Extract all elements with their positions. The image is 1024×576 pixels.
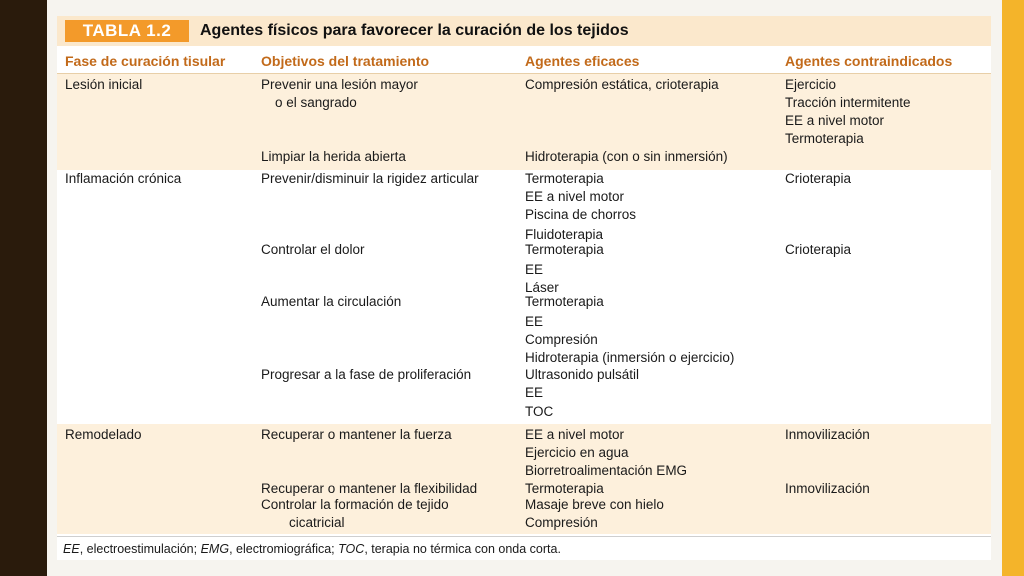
table-footnote <box>63 542 561 556</box>
effective-agent-cell: Láser <box>525 280 559 295</box>
row-group-inflammation <box>57 170 991 424</box>
effective-agent-cell: Hidroterapia (con o sin inmersión) <box>525 149 728 164</box>
effective-agent-cell: Termoterapia <box>525 242 604 257</box>
abbr-toc: TOC <box>338 542 365 556</box>
effective-agent-cell: Compresión estática, crioterapia <box>525 77 719 92</box>
table-title: Agentes físicos para favorecer la curación de los tejidos <box>200 22 629 39</box>
abbr-ee: EE <box>63 542 80 556</box>
goal-cell: Prevenir/disminuir la rigidez articular <box>261 171 479 186</box>
footnote-divider <box>57 536 991 537</box>
contraindicated-agent-cell: Crioterapia <box>785 242 852 257</box>
left-dark-border <box>0 0 47 576</box>
goal-cell: Controlar el dolor <box>261 242 365 257</box>
goal-cell: Recuperar o mantener la flexibilidad <box>261 481 478 496</box>
abbr-ee-def: , electroestimulación; <box>79 542 201 556</box>
effective-agent-cell: Masaje breve con hielo <box>525 497 664 512</box>
goal-cell: Aumentar la circulación <box>261 294 402 309</box>
goal-cell: Progresar a la fase de proliferación <box>261 367 472 382</box>
effective-agent-cell: EE <box>525 314 544 329</box>
effective-agent-cell: Termoterapia <box>525 171 604 186</box>
contraindicated-agent-cell: Tracción intermitente <box>785 95 911 110</box>
row-group-remodeling <box>57 424 991 534</box>
effective-agent-cell: Ejercicio en agua <box>525 445 629 460</box>
goal-cell: cicatricial <box>289 515 345 530</box>
effective-agent-cell: Ultrasonido pulsátil <box>525 367 640 382</box>
contraindicated-agent-cell: Crioterapia <box>785 171 852 186</box>
abbr-toc-def: , terapia no térmica con onda corta. <box>364 542 561 556</box>
abbr-emg: EMG <box>200 542 230 556</box>
contraindicated-agent-cell: EE a nivel motor <box>785 113 885 128</box>
table-number-badge: TABLA 1.2 <box>65 20 189 42</box>
header-contraindicated: Agentes contraindicados <box>785 53 953 69</box>
goal-cell: Recuperar o mantener la fuerza <box>261 427 452 442</box>
goal-cell: o el sangrado <box>275 95 357 110</box>
contraindicated-agent-cell: Ejercicio <box>785 77 837 92</box>
slide-page <box>47 0 1002 576</box>
row-group-injury <box>57 74 991 170</box>
table-card <box>57 16 991 560</box>
header-goals: Objetivos del tratamiento <box>261 53 430 69</box>
header-effective: Agentes eficaces <box>525 53 640 69</box>
effective-agent-cell: Termoterapia <box>525 481 604 496</box>
goal-cell: Limpiar la herida abierta <box>261 149 406 164</box>
goal-cell: Controlar la formación de tejido <box>261 497 449 512</box>
effective-agent-cell: TOC <box>525 404 554 419</box>
table-header-row <box>57 49 991 74</box>
effective-agent-cell: Compresión <box>525 332 598 347</box>
table-title-strip <box>57 16 991 46</box>
abbr-emg-def: , electromiográfica; <box>229 542 339 556</box>
effective-agent-cell: Compresión <box>525 515 598 530</box>
contraindicated-agent-cell: Inmovilización <box>785 427 870 442</box>
effective-agent-cell: EE <box>525 262 544 277</box>
phase-cell: Inflamación crónica <box>65 171 182 186</box>
effective-agent-cell: EE a nivel motor <box>525 427 625 442</box>
phase-cell: Remodelado <box>65 427 142 442</box>
effective-agent-cell: Hidroterapia (inmersión o ejercicio) <box>525 350 735 365</box>
phase-cell: Lesión inicial <box>65 77 143 92</box>
effective-agent-cell: Termoterapia <box>525 294 604 309</box>
contraindicated-agent-cell: Inmovilización <box>785 481 870 496</box>
effective-agent-cell: Biorretroalimentación EMG <box>525 463 688 478</box>
contraindicated-agent-cell: Termoterapia <box>785 131 864 146</box>
effective-agent-cell: EE <box>525 385 544 400</box>
right-yellow-border <box>1002 0 1024 576</box>
effective-agent-cell: Fluidoterapia <box>525 227 604 242</box>
effective-agent-cell: Piscina de chorros <box>525 207 637 222</box>
effective-agent-cell: EE a nivel motor <box>525 189 625 204</box>
header-phase: Fase de curación tisular <box>65 53 226 69</box>
goal-cell: Prevenir una lesión mayor <box>261 77 418 92</box>
